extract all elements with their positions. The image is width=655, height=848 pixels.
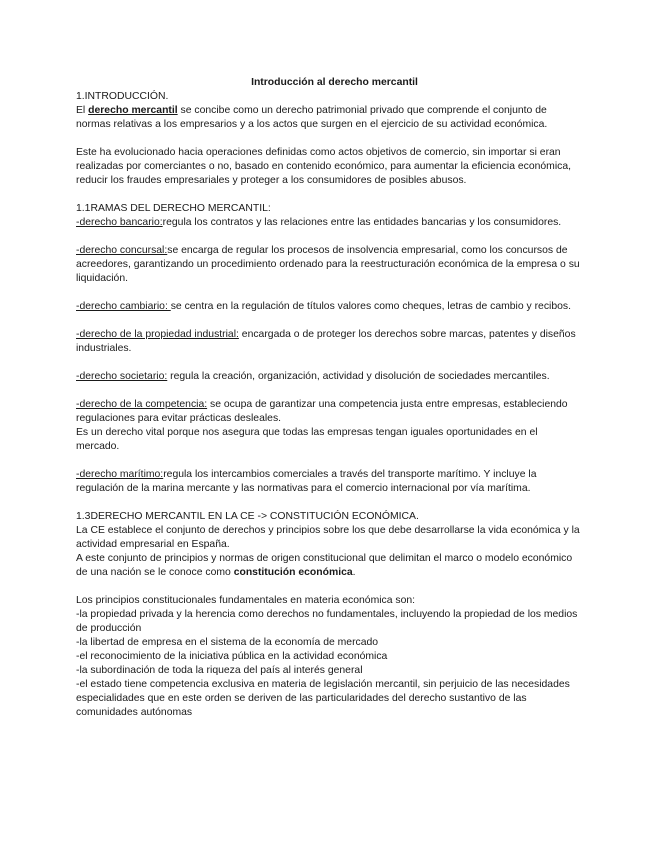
rama-maritimo-text: regula los intercambios comerciales a través del transporte marítimo. Y incluye la regulación de la marina mercante y las normativas para el comercio internacional por vía marítima. — [76, 469, 537, 494]
principle-item: -la propiedad privada y la herencia como derechos no fundamentales, incluyendo la propiedad de los medios de producción — [76, 609, 578, 634]
ce-paragraph-2 — [76, 552, 581, 580]
principle-item: -el estado tiene competencia exclusiva en materia de legislación mercantil, sin perjuicio de las necesidades especialidades que en este orden se deriven de las particularidades del derecho sustantivo de las comunidades autónomas — [76, 679, 570, 718]
principles-intro: Los principios constitucionales fundamentales en materia económica son: — [76, 595, 416, 606]
spacer — [76, 384, 581, 398]
rama-societario-term: -derecho societario: — [76, 371, 168, 382]
spacer — [76, 230, 581, 244]
principle-item: -la libertad de empresa en el sistema de la economía de mercado — [76, 637, 379, 648]
ce-heading: 1.3DERECHO MERCANTIL EN LA CE -> CONSTITUCIÓN ECONÓMICA. — [76, 511, 419, 522]
rama-societario-text: regula la creación, organización, actividad y disolución de sociedades mercantiles. — [167, 371, 550, 382]
intro-paragraph-2: Este ha evolucionado hacia operaciones definidas como actos objetivos de comercio, sin importar si eran realizadas por comerciantes o no, basado en contenido económico, para aumentar la eficiencia económica, reducir los fraudes empresariales y proteger a los consumidores de posibles abusos. — [76, 147, 572, 186]
document-title: Introducción al derecho mercantil — [251, 77, 418, 88]
intro-paragraph-1 — [76, 104, 581, 132]
spacer — [76, 188, 581, 202]
intro-p1-post: se concibe como un derecho patrimonial privado que comprende el conjunto de normas relativas a los empresarios y a los actos que surgen en el ejercicio de su actividad económica. — [76, 105, 548, 130]
principle-item: -la subordinación de toda la riqueza del país al interés general — [76, 665, 363, 676]
rama-bancario-text: regula los contratos y las relaciones entre las entidades bancarias y los consumidores. — [162, 217, 562, 228]
rama-propiedad-industrial — [76, 328, 581, 356]
ce-p2-pre: A este conjunto de principios y normas de origen constitucional que delimitan el marco o modelo económico de una nación se le conoce como — [76, 553, 573, 578]
ce-p2-post: . — [352, 567, 356, 578]
spacer — [76, 132, 581, 146]
spacer — [76, 454, 581, 468]
rama-competencia — [76, 398, 581, 426]
spacer — [76, 314, 581, 328]
rama-cambiario-term: -derecho cambiario: — [76, 301, 171, 312]
rama-concursal-term: -derecho concursal: — [76, 245, 168, 256]
rama-propiedad-text: encargada o de proteger los derechos sobre marcas, patentes y diseños industriales. — [76, 329, 576, 354]
rama-cambiario-text: se centra en la regulación de títulos valores como cheques, letras de cambio y recibos. — [170, 301, 571, 312]
rama-maritimo-term: -derecho marítimo: — [76, 469, 164, 480]
rama-competencia-extra: Es un derecho vital porque nos asegura que todas las empresas tengan iguales oportunidades en el mercado. — [76, 427, 538, 452]
rama-propiedad-term: -derecho de la propiedad industrial: — [76, 329, 239, 340]
rama-bancario-term: -derecho bancario: — [76, 217, 163, 228]
spacer — [76, 356, 581, 370]
ramas-heading: 1.1RAMAS DEL DERECHO MERCANTIL: — [76, 203, 271, 214]
rama-maritimo — [76, 468, 581, 496]
spacer — [76, 580, 581, 594]
term-derecho-mercantil: derecho mercantil — [88, 105, 178, 116]
principle-item: -el reconocimiento de la iniciativa pública en la actividad económica — [76, 651, 388, 662]
intro-p1-pre: El — [76, 105, 89, 116]
rama-bancario — [76, 216, 581, 230]
spacer — [76, 286, 581, 300]
term-constitucion-economica: constitución económica — [233, 567, 353, 578]
rama-competencia-term: -derecho de la competencia: — [76, 399, 208, 410]
spacer — [76, 496, 581, 510]
intro-heading: 1.INTRODUCCIÓN. — [76, 91, 169, 102]
document-page — [76, 76, 581, 720]
rama-cambiario — [76, 300, 581, 314]
ce-paragraph-1: La CE establece el conjunto de derechos y principios sobre los que debe desarrollarse la vida económica y la actividad empresarial en España. — [76, 525, 580, 550]
rama-concursal-text: se encarga de regular los procesos de insolvencia empresarial, como los concursos de acreedores, garantizando un procedimiento ordenado para la reestructuración económica de la empresa o su liquidación. — [76, 245, 580, 284]
rama-societario — [76, 370, 581, 384]
rama-concursal — [76, 244, 581, 286]
rama-competencia-text: se ocupa de garantizar una competencia justa entre empresas, estableciendo regulaciones para evitar prácticas desleales. — [76, 399, 568, 424]
